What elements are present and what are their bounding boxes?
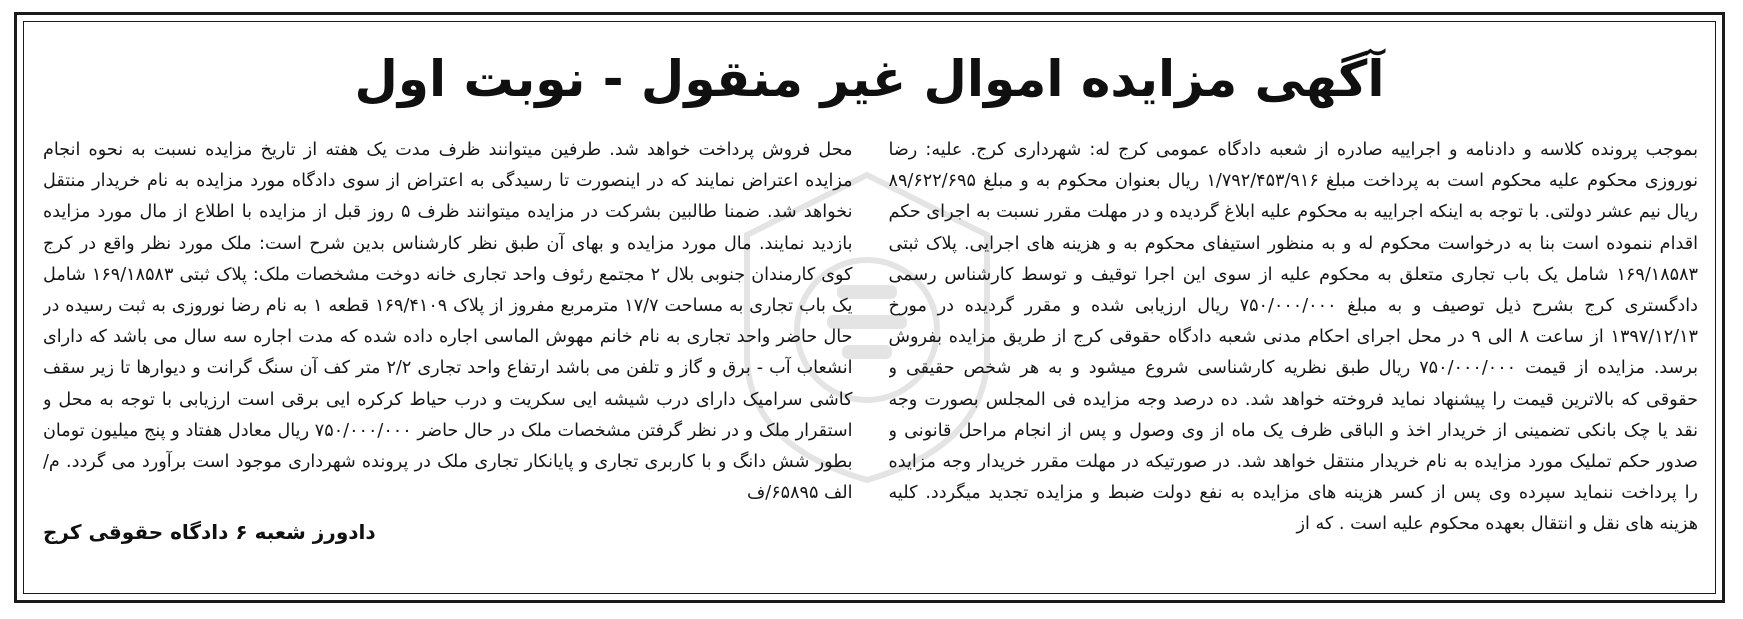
body-column-left	[43, 135, 853, 595]
notice-body	[43, 135, 1698, 595]
signature-line: دادورز شعبه ۶ دادگاه حقوقی کرج	[43, 520, 376, 545]
body-column-right	[889, 135, 1699, 595]
notice-title: آگهی مزایده اموال غیر منقول - نوبت اول	[354, 50, 1385, 108]
notice-frame	[14, 12, 1725, 603]
paragraph-right: بموجب پرونده کلاسه و دادنامه و اجراییه صادره از شعبه دادگاه عمومی کرج له: شهرداری کرج. علیه: رضا نوروزی محکوم علیه محکوم است به پرداخت مبلغ ۱/۷۹۲/۴۵۳/۹۱۶ ریال بعنوان محکوم به و مبلغ ۸۹/۶۲۲/۶۹۵ ریال نیم عشر دولتی. با توجه به اینکه اجراییه به محکوم علیه ابلاغ گردیده و در مهلت مقرر نسبت به اجرای حکم اقدام ننموده است بنا به درخواست محکوم له و به منظور استیفای محکوم به و هزینه های اجرایی. پلاک ثبتی ۱۶۹/۱۸۵۸۳ شامل یک باب تجاری متعلق به محکوم علیه از سوی این اجرا توقیف و توسط کارشناس رسمی دادگستری کرج بشرح ذیل توصیف و به مبلغ ۷۵۰/۰۰۰/۰۰۰ ریال ارزیابی شده و مقرر گردیده در مورخ ۱۳۹۷/۱۲/۱۳ از ساعت ۸ الی ۹ در محل اجرای احکام مدنی شعبه دادگاه حقوقی کرج از طریق مزایده بفروش برسد. مزایده از قیمت ۷۵۰/۰۰۰/۰۰۰ ریال طبق نظریه کارشناسی شروع میشود و به هر شخص حقیقی و حقوقی که بالاترین قیمت را پیشنهاد نماید فروخته خواهد شد. ده درصد وجه مزایده فی المجلس بصورت وجه نقد یا چک بانکی تضمینی از خریدار اخذ و الباقی ظرف یک ماه از وی وصول و پس از انجام مراحل قانونی و صدور حکم تملیک مورد مزایده به نام خریدار منتقل خواهد شد. در صورتیکه در مهلت مقرر خریدار وجه مزایده را پرداخت ننماید سپرده وی پس از کسر هزینه های مزایده به نفع دولت ضبط و مزایده تجدید میگردد. کلیه هزینه های نقل و انتقال بعهده محکوم علیه است . که از	[888, 140, 1698, 535]
paragraph-left: محل فروش پرداخت خواهد شد. طرفین میتوانند ظرف مدت یک هفته از تاریخ مزایده نسبت به نحوه انجام مزایده اعتراض نمایند که در اینصورت تا رسیدگی به اعتراض از سوی دادگاه مورد مزایده به نام خریدار منتقل نخواهد شد. ضمنا طالبین بشرکت در مزایده میتوانند ظرف ۵ روز قبل از مزایده با اطلاع از مال مورد مزایده بازدید نمایند. مال مورد مزایده و بهای آن طبق نظر کارشناس بدین شرح است: ملک مورد نظر واقع در کرج کوی کارمندان جنوبی بلال ۲ مجتمع رئوف واحد تجاری خانه دوخت مشخصات ملک: پلاک ثبتی ۱۶۹/۱۸۵۸۳ شامل یک باب تجاری به مساحت ۱۷/۷ مترمربع مفروز از پلاک ۱۶۹/۴۱۰۹ قطعه ۱ به نام رضا نوروزی به ثبت رسیده در حال حاضر واحد تجاری به نام خانم مهوش الماسی اجاره داده شده که مدت اجاره سه سال می باشد که دارای انشعاب آب - برق و گاز و تلفن می باشد ارتفاع واحد تجاری ۲/۲ متر کف آن سنگ گرانت و دیوارها تا زیر سقف کاشی سرامیک دارای درب شیشه ایی سکریت و درب حیاط کرکره ایی برقی است ارزیابی با توجه به محل و استقرار ملک و در نظر گرفتن مشخصات ملک در حال حاضر ۷۵۰/۰۰۰/۰۰۰ ریال معادل هفتاد و پنج میلیون تومان بطور شش دانگ و با کاربری تجاری و پایانکار تجاری ملک در پرونده شهرداری موجود است برآورد می گردد. م/الف ۶۵۸۹۵/ف	[43, 140, 853, 504]
